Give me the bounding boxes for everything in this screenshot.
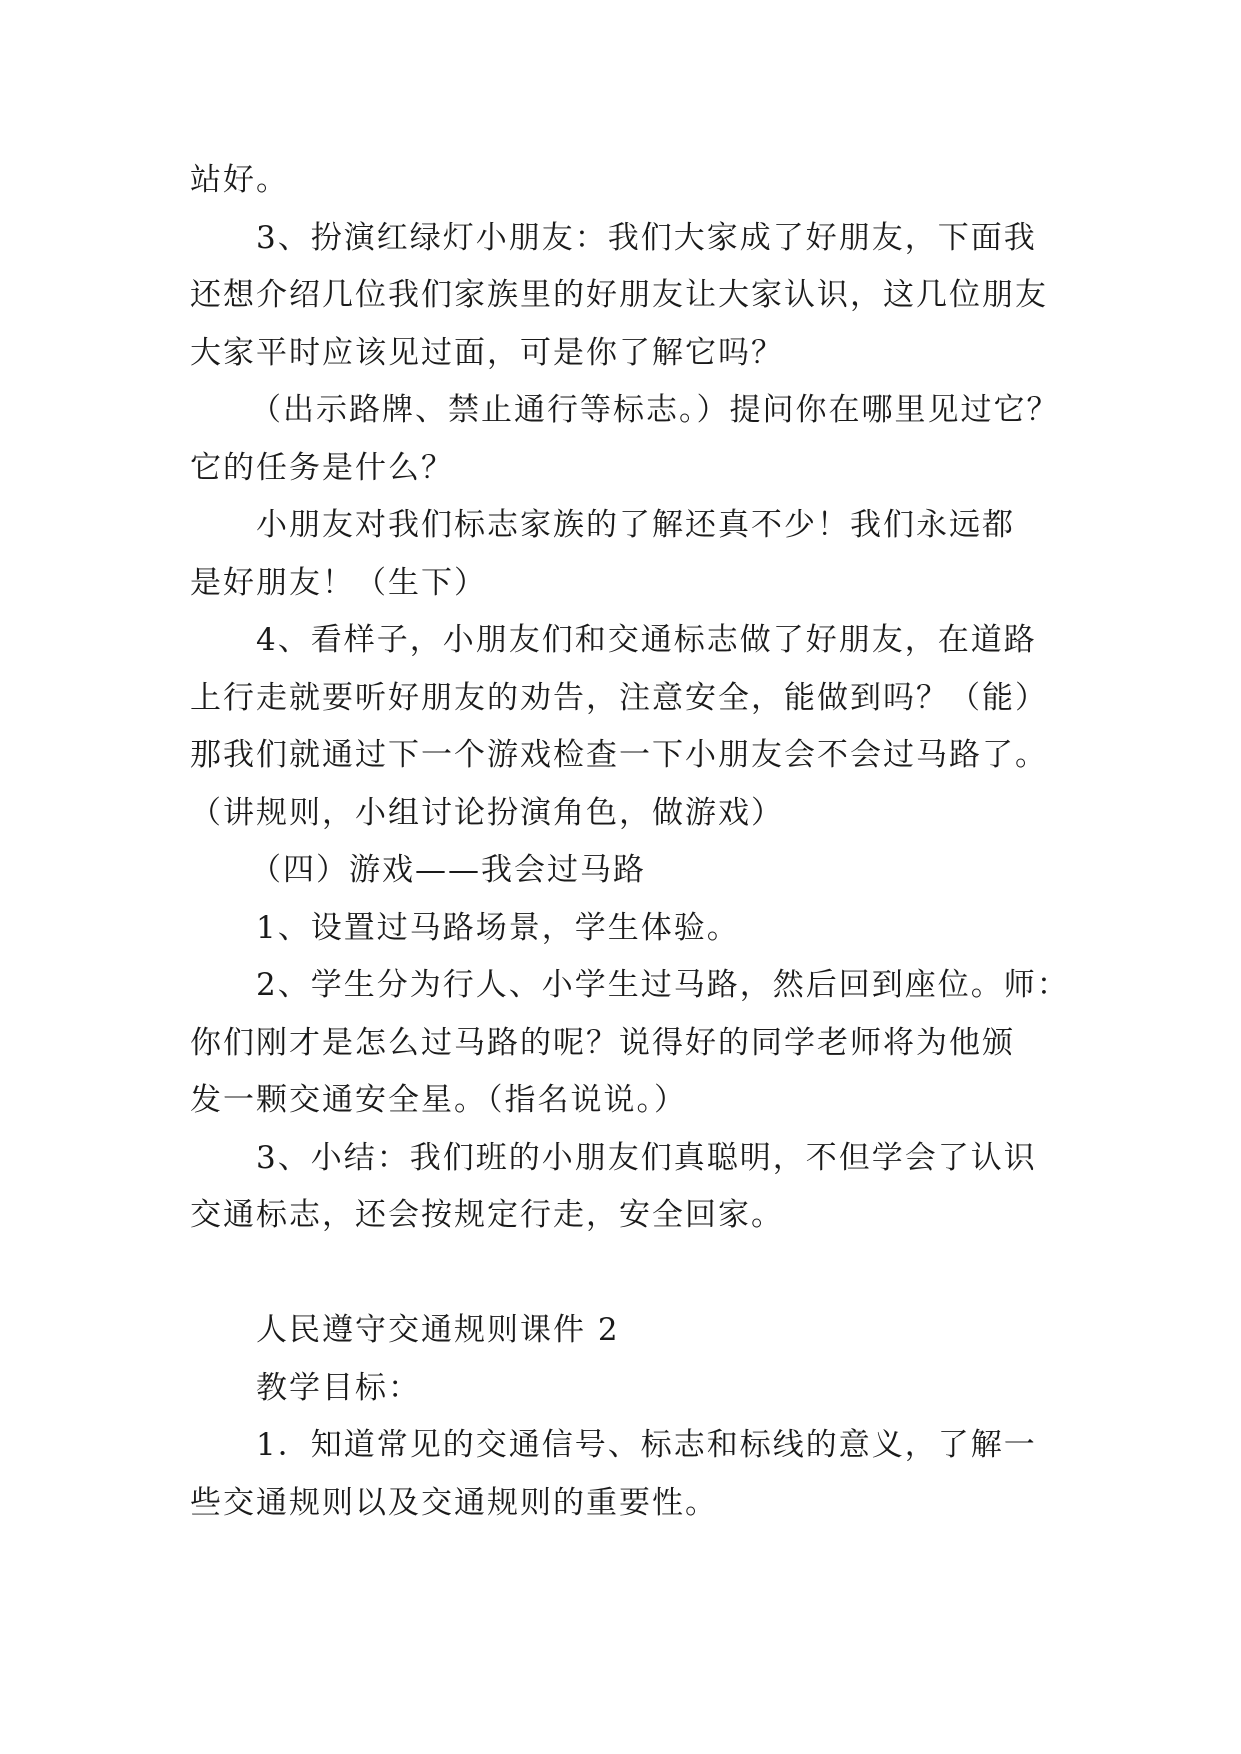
text-line: 1、设置过马路场景，学生体验。 (256, 909, 740, 946)
blank-line (190, 1245, 1060, 1303)
text-line: 还想介绍几位我们家族里的好朋友让大家认识，这几位朋友 (190, 277, 1048, 313)
text-line: 交通标志，还会按规定行走，安全回家。 (190, 1197, 784, 1233)
document-body (190, 152, 1070, 1532)
text-line: 3、小结：我们班的小朋友们真聪明，不但学会了认识 (256, 1139, 1037, 1176)
text-line: 4、看样子，小朋友们和交通标志做了好朋友，在道路 (256, 622, 1037, 658)
text-line: 它的任务是什么？ (190, 449, 454, 486)
text-line: 1．知道常见的交通信号、标志和标线的意义，了解一 (256, 1427, 1037, 1463)
text-line: （讲规则，小组讨论扮演角色，做游戏） (190, 794, 784, 831)
text-line: （出示路牌、禁止通行等标志。）提问你在哪里见过它？ (250, 392, 1060, 428)
section-title: 人民遵守交通规则课件 2 (256, 1312, 620, 1348)
text-line: 你们刚才是怎么过马路的呢？说得好的同学老师将为他颁 (190, 1024, 1015, 1061)
section-heading: （四）游戏——我会过马路 (250, 852, 646, 888)
text-line: 2、学生分为行人、小学生过马路，然后回到座位。师： (256, 967, 1070, 1003)
text-line: 是好朋友！（生下） (190, 564, 487, 601)
text-line: 那我们就通过下一个游戏检查一下小朋友会不会过马路了。 (190, 737, 1048, 773)
text-line: 教学目标： (256, 1369, 421, 1406)
text-line: 上行走就要听好朋友的劝告，注意安全，能做到吗？（能） (190, 679, 1048, 716)
text-line: 些交通规则以及交通规则的重要性。 (190, 1484, 718, 1521)
text-line: 发一颗交通安全星。（指名说说。） (190, 1082, 687, 1118)
text-line: 小朋友对我们标志家族的了解还真不少！我们永远都 (256, 507, 1015, 543)
text-line: 站好。 (190, 162, 289, 198)
text-line: 3、扮演红绿灯小朋友：我们大家成了好朋友，下面我 (256, 219, 1037, 256)
text-line: 大家平时应该见过面，可是你了解它吗？ (190, 334, 784, 371)
